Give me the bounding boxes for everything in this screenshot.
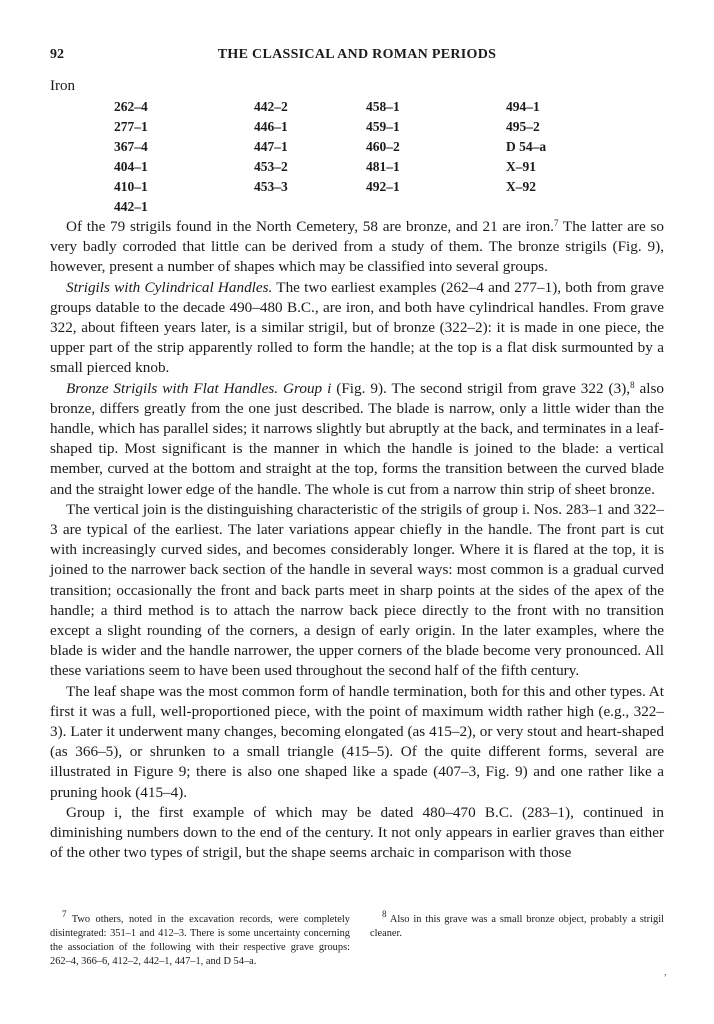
paragraph-text: (Fig. 9). The second strigil from grave 322 (3),	[331, 379, 631, 397]
table-row	[114, 139, 634, 159]
table-cell: 277–1	[114, 119, 148, 134]
paragraph-text: The two earliest examples (262–4 and 277–1), both from grave groups datable to the decade 490–480 B.C., are iron, and both have cylindrical handles. From grave 322, about fifteen years later, is a similar strigil, but of bronze (322–2): it is made in one piece, the upper part of the strip apparently rolled to form the handle; at the top is a flat disk surmounted by a small pierced knob.	[50, 278, 664, 377]
stray-mark: ,	[664, 967, 667, 978]
body-text	[50, 217, 664, 864]
footnote-marker-8: 8	[382, 909, 387, 919]
table-cell: X–92	[506, 179, 536, 194]
paragraph-leaf-shape	[50, 682, 664, 803]
section-label-iron: Iron	[50, 78, 75, 94]
paragraph-text: Group i, the first example of which may be dated 480–470 B.C. (283–1), continued in diminishing numbers down to the end of the century. It not only appears in earlier graves than either of the other two types of strigil, but the shape seems archaic in comparison with those	[50, 803, 664, 862]
table-cell	[506, 199, 634, 219]
footnote-8	[370, 909, 664, 941]
table-row	[114, 179, 634, 199]
grave-table-body	[114, 99, 634, 219]
table-cell	[254, 199, 366, 219]
running-header	[50, 47, 664, 67]
table-cell: 460–2	[366, 139, 400, 154]
iron-grave-table	[114, 99, 634, 219]
running-title: THE CLASSICAL AND ROMAN PERIODS	[217, 47, 497, 62]
table-row	[114, 119, 634, 139]
paragraph-text: The vertical join is the distinguishing characteristic of the strigils of group i. Nos. 283–1 and 322–3 are typical of the earliest. The later variations appear chiefly in the handle. The front part is cut with increasingly curved sides, and becomes considerably longer. Where it is flared at the top, it is joined to the narrower back section of the handle in several ways: most common is a gradual curved transition; occasionally the front and back parts meet in sharp points at the sides of the apex of the handle; a third method is to attach the narrow back piece directly to the front with no transition except a slight rounding of the corners, a design of early origin. In the later examples, where the blade is wider and the handle narrower, the upper corners of the blade become very pronounced. All these variations seem to have been used throughout the second half of the fifth century.	[50, 500, 664, 680]
table-cell: 453–2	[254, 159, 288, 174]
paragraph-text: also bronze, differs greatly from the one just described. The blade is narrow, only a little wider than the handle, which has parallel sides; it narrows slightly but abruptly at the back, and terminates in a leaf-shaped tip. Most significant is the manner in which the handle is joined to the blade: a vertical member, curved at the bottom and straight at the top, forms the transition between the curved blade and the straight lower edge of the handle. The whole is cut from a narrow thin strip of sheet bronze.	[50, 379, 664, 498]
footnote-ref-8: 8	[630, 379, 635, 390]
table-cell: 494–1	[506, 99, 540, 114]
footnote-ref-7: 7	[553, 218, 559, 228]
table-cell: 447–1	[254, 139, 288, 154]
paragraph-text: The leaf shape was the most common form of handle termination, both for this and other types. At first it was a full, well-proportioned piece, with the point of maximum width rather high (e.g., 322–3). Later it underwent many changes, becoming elongated (as 415–2), or very stout and heart-shaped (as 366–5), or shrunken to a small triangle (415–5). Of the quite different forms, several are illustrated in Figure 9; there is also one shaped like a spade (407–3, Fig. 9) and one rather like a pruning hook (415–4).	[50, 682, 664, 801]
table-cell: 410–1	[114, 179, 148, 194]
table-cell: 458–1	[366, 99, 400, 114]
table-cell	[366, 199, 506, 219]
subheading-cylindrical-handles: Strigils with Cylindrical Handles.	[66, 278, 273, 296]
table-row	[114, 99, 634, 119]
footnote-text: Also in this grave was a small bronze object, probably a strigil cleaner.	[370, 914, 664, 939]
table-cell: 367–4	[114, 139, 148, 154]
paragraph-text: Of the 79 strigils found in the North Cemetery, 58 are bronze, and 21 are iron.	[66, 218, 554, 235]
page-number: 92	[50, 47, 64, 62]
table-cell: 442–1	[114, 199, 148, 214]
footnote-text: Two others, noted in the excavation records, were completely disintegrated: 351–1 and 412–3. There is some uncertainty concerning the association of the following with their respective grave groups: 262–4, 366–6, 412–2, 442–1, 447–1, and D 54–a.	[50, 914, 350, 967]
paragraph-cylindrical-handles	[50, 278, 664, 379]
table-cell: 442–2	[254, 99, 288, 114]
paragraph-group-i	[50, 803, 664, 864]
paragraph-strigils-count	[50, 217, 664, 278]
table-cell: 459–1	[366, 119, 400, 134]
table-cell: 262–4	[114, 99, 148, 114]
footnote-7	[50, 909, 350, 969]
table-cell: 481–1	[366, 159, 400, 174]
table-cell: 492–1	[366, 179, 400, 194]
table-cell: 453–3	[254, 179, 288, 194]
table-row	[114, 159, 634, 179]
table-cell: D 54–a	[506, 139, 547, 154]
subheading-flat-handles: Bronze Strigils with Flat Handles. Group i	[66, 379, 332, 397]
table-cell: 404–1	[114, 159, 148, 174]
paragraph-flat-handles	[50, 379, 664, 500]
table-cell: X–91	[506, 159, 536, 174]
paragraph-vertical-join	[50, 500, 664, 682]
table-row	[114, 199, 634, 219]
paragraph-text: The latter are so very badly corroded that little can be derived from a study of them. The bronze strigils (Fig. 9), however, present a number of shapes which may be classified into several groups.	[50, 218, 664, 276]
table-cell: 446–1	[254, 119, 288, 134]
table-cell: 495–2	[506, 119, 540, 134]
footnote-marker-7: 7	[62, 909, 67, 919]
